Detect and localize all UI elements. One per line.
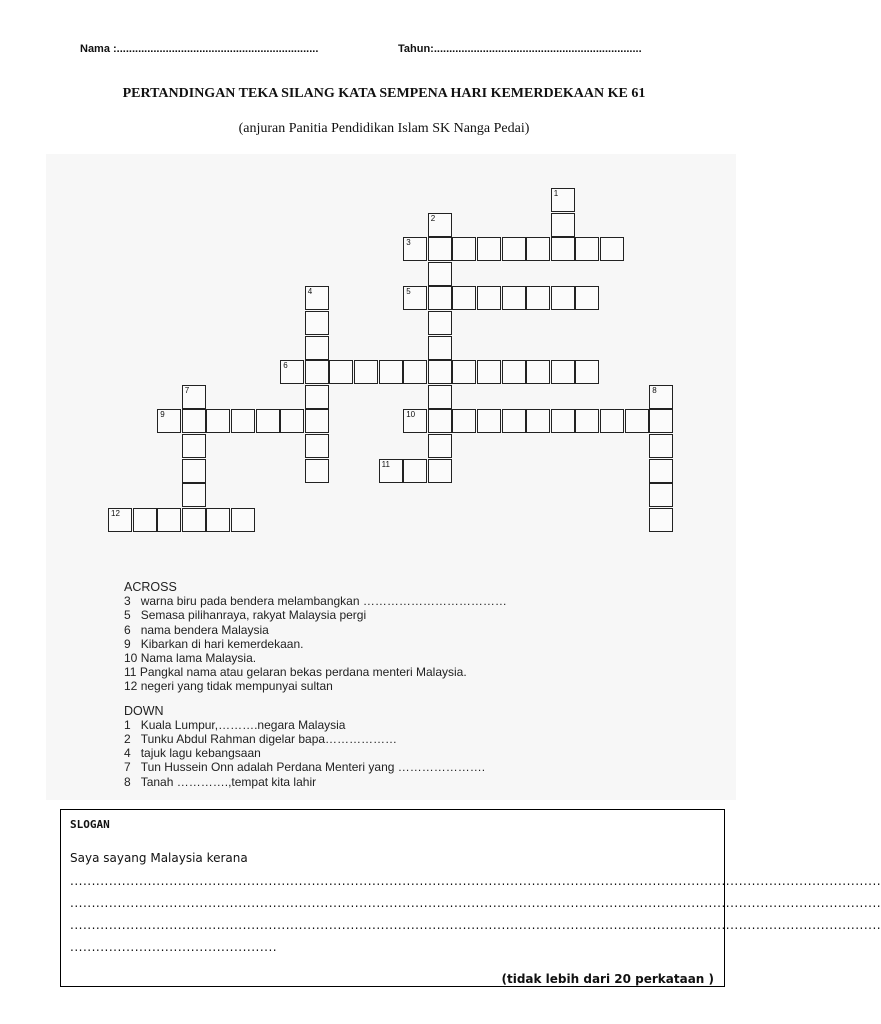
crossword-cell[interactable] [428, 336, 452, 360]
crossword-cell[interactable] [526, 237, 550, 261]
crossword-cell[interactable] [502, 409, 526, 433]
page-subtitle: (anjuran Panitia Pendidikan Islam SK Nanga Pedai) [238, 121, 530, 136]
clues-panel [124, 580, 507, 789]
slogan-prompt: Saya sayang Malaysia kerana [70, 851, 248, 865]
crossword-cell[interactable] [428, 459, 452, 483]
crossword-cell[interactable] [231, 409, 255, 433]
down-heading: DOWN [124, 703, 164, 718]
down-clue: 1 Kuala Lumpur,……….negara Malaysia [124, 717, 346, 732]
crossword-cell[interactable] [502, 286, 526, 310]
crossword-cell[interactable] [526, 286, 550, 310]
slogan-answer-line[interactable]: ............................................................................................................................................................................................ [70, 918, 881, 932]
clue-number: 10 [406, 410, 416, 420]
crossword-cell[interactable] [305, 360, 329, 384]
crossword-cell[interactable] [428, 262, 452, 286]
crossword-cell[interactable] [182, 409, 206, 433]
crossword-cell[interactable] [428, 385, 452, 409]
crossword-cell[interactable] [305, 336, 329, 360]
crossword-cell[interactable] [182, 434, 206, 458]
crossword-cell[interactable] [575, 237, 599, 261]
down-clue: 8 Tanah ………….,tempat kita lahir [124, 774, 317, 789]
page-title: PERTANDINGAN TEKA SILANG KATA SEMPENA HARI KEMERDEKAAN KE 61 [122, 86, 646, 101]
across-clue: 3 warna biru pada bendera melambangkan ……………………………… [124, 594, 507, 609]
crossword-cell[interactable] [551, 213, 575, 237]
crossword-cell[interactable] [477, 237, 501, 261]
crossword-cell[interactable] [428, 311, 452, 335]
clue-number: 5 [406, 287, 411, 297]
crossword-cell[interactable] [206, 409, 230, 433]
crossword-cell[interactable] [551, 286, 575, 310]
crossword-cell[interactable] [305, 311, 329, 335]
slogan-title: SLOGAN [70, 818, 110, 831]
crossword-cell[interactable] [157, 508, 181, 532]
crossword-cell[interactable] [305, 385, 329, 409]
across-clue: 11 Pangkal nama atau gelaran bekas perdana menteri Malaysia. [124, 665, 467, 680]
crossword-cell[interactable] [551, 237, 575, 261]
crossword-cell[interactable] [502, 237, 526, 261]
across-clue: 6 nama bendera Malaysia [124, 622, 269, 637]
crossword-cell[interactable] [526, 409, 550, 433]
crossword-cell[interactable] [403, 459, 427, 483]
crossword-cell[interactable] [231, 508, 255, 532]
crossword-cell[interactable] [649, 483, 673, 507]
down-clue: 4 tajuk lagu kebangsaan [124, 746, 261, 761]
crossword-cell[interactable] [625, 409, 649, 433]
crossword-cell[interactable] [575, 360, 599, 384]
crossword-cell[interactable] [428, 434, 452, 458]
across-clue: 12 negeri yang tidak mempunyai sultan [124, 679, 333, 694]
crossword-cell[interactable] [477, 360, 501, 384]
crossword-cell[interactable] [452, 286, 476, 310]
crossword-cell[interactable] [575, 286, 599, 310]
crossword-cell[interactable] [354, 360, 378, 384]
crossword-cell[interactable] [477, 286, 501, 310]
tahun-field[interactable]: Tahun:.................................................................... [398, 43, 642, 55]
crossword-cell[interactable] [305, 434, 329, 458]
crossword-cell[interactable] [428, 409, 452, 433]
crossword-cell[interactable] [428, 286, 452, 310]
slogan-answer-line[interactable]: ............................................................................................................................................................................................ [70, 874, 881, 888]
crossword-cell[interactable] [551, 409, 575, 433]
crossword-cell[interactable] [428, 360, 452, 384]
crossword-cell[interactable] [280, 409, 304, 433]
crossword-cell[interactable] [452, 360, 476, 384]
clue-number: 7 [184, 385, 190, 395]
crossword-cell[interactable] [649, 459, 673, 483]
clue-number: 2 [430, 213, 436, 223]
crossword-cell[interactable] [649, 508, 673, 532]
across-clue: 9 Kibarkan di hari kemerdekaan. [124, 636, 304, 651]
clue-number: 11 [381, 459, 390, 469]
crossword-cell[interactable] [575, 409, 599, 433]
crossword-cell[interactable] [452, 409, 476, 433]
crossword-cell[interactable] [329, 360, 353, 384]
clue-number: 1 [553, 189, 559, 198]
clue-number: 9 [160, 410, 165, 420]
crossword-cell[interactable] [403, 360, 427, 384]
crossword-cell[interactable] [305, 459, 329, 483]
crossword-cell[interactable] [452, 237, 476, 261]
clue-number: 12 [111, 508, 120, 518]
down-clue: 7 Tun Hussein Onn adalah Perdana Menteri yang …………………. [124, 760, 486, 775]
across-clue: 5 Semasa pilihanraya, rakyat Malaysia pergi [124, 608, 367, 623]
crossword-cell[interactable] [133, 508, 157, 532]
clue-number: 6 [283, 361, 288, 371]
crossword-cell[interactable] [305, 409, 329, 433]
crossword-cell[interactable] [600, 237, 624, 261]
crossword-cell[interactable] [551, 360, 575, 384]
crossword-cell[interactable] [502, 360, 526, 384]
crossword-cell[interactable] [182, 483, 206, 507]
down-clue: 2 Tunku Abdul Rahman digelar bapa……………… [124, 732, 398, 747]
slogan-answer-line[interactable]: ................................................ [70, 940, 278, 954]
crossword-cell[interactable] [649, 434, 673, 458]
crossword-cell[interactable] [600, 409, 624, 433]
across-heading: ACROSS [124, 580, 177, 594]
across-clue: 10 Nama lama Malaysia. [124, 651, 257, 666]
crossword-cell[interactable] [206, 508, 230, 532]
crossword-cell[interactable] [477, 409, 501, 433]
clue-number: 3 [406, 238, 411, 248]
clue-number: 4 [307, 287, 313, 297]
crossword-cell[interactable] [428, 237, 452, 261]
crossword-cell[interactable] [649, 409, 673, 433]
slogan-answer-line[interactable]: ............................................................................................................................................................................................ [70, 896, 881, 910]
crossword-cell[interactable] [526, 360, 550, 384]
clue-number: 8 [652, 385, 657, 395]
nama-field[interactable]: Nama :.................................................................. [80, 43, 319, 55]
word-limit-note: (tidak lebih dari 20 perkataan ) [501, 972, 714, 986]
crossword-cell[interactable] [182, 508, 206, 532]
crossword-cell[interactable] [182, 459, 206, 483]
crossword-cell[interactable] [256, 409, 280, 433]
crossword-cell[interactable] [379, 360, 403, 384]
